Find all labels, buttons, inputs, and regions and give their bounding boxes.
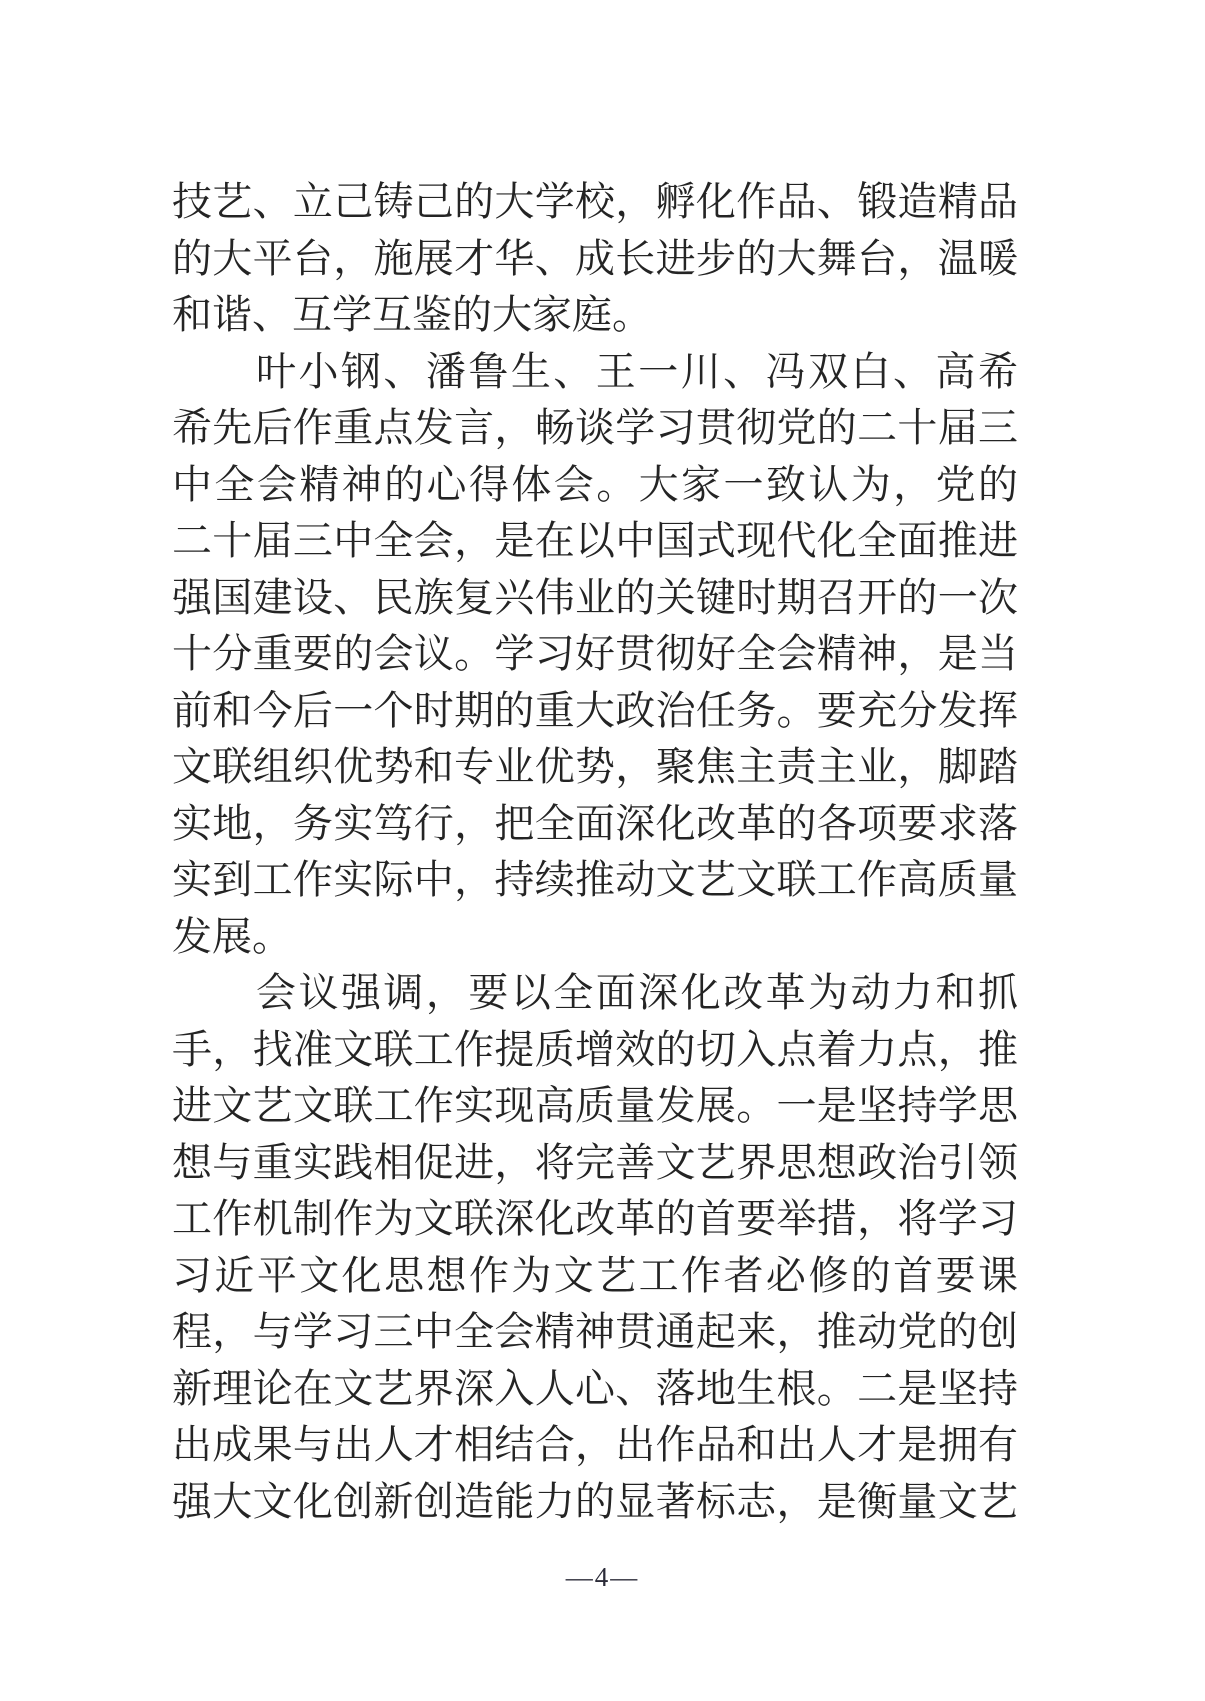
text-line: 发展。	[172, 913, 292, 959]
text-line: 手，找准文联工作提质增效的切入点着力点，推	[172, 1026, 1018, 1072]
text-line: 叶小钢、潘鲁生、王一川、冯双白、高希	[256, 348, 1018, 394]
text-line: 会议强调，要以全面深化改革为动力和抓	[256, 970, 1018, 1015]
text-line: 实到工作实际中，持续推动文艺文联工作高质量	[172, 857, 1018, 902]
text-line: 实地，务实笃行，把全面深化改革的各项要求落	[172, 800, 1018, 846]
text-line: 十分重要的会议。学习好贯彻好全会精神，是当	[172, 631, 1018, 676]
text-line: 希先后作重点发言，畅谈学习贯彻党的二十届三	[172, 405, 1018, 450]
text-line: 新理论在文艺界深入人心、落地生根。二是坚持	[172, 1365, 1018, 1411]
text-line: 出成果与出人才相结合，出作品和出人才是拥有	[172, 1422, 1018, 1467]
text-line: 和谐、互学互鉴的大家庭。	[172, 292, 652, 337]
text-line: 想与重实践相促进，将完善文艺界思想政治引领	[172, 1139, 1018, 1185]
text-line: 技艺、立己铸己的大学校，孵化作品、锻造精品	[172, 179, 1018, 224]
text-line: 前和今后一个时期的重大政治任务。要充分发挥	[172, 687, 1018, 733]
text-line: 进文艺文联工作实现高质量发展。一是坚持学思	[172, 1083, 1018, 1128]
text-line: 强大文化创新创造能力的显著标志，是衡量文艺	[172, 1478, 1018, 1524]
text-line: 工作机制作为文联深化改革的首要举措，将学习	[172, 1196, 1018, 1241]
text-line: 的大平台，施展才华、成长进步的大舞台，温暖	[172, 235, 1018, 281]
text-line: 习近平文化思想作为文艺工作者必修的首要课	[172, 1252, 1018, 1298]
text-line: 二十届三中全会，是在以中国式现代化全面推进	[172, 518, 1018, 563]
text-line: 强国建设、民族复兴伟业的关键时期召开的一次	[172, 574, 1018, 620]
page-footer	[0, 1562, 1205, 1593]
text-line: 程，与学习三中全会精神贯通起来，推动党的创	[172, 1309, 1018, 1354]
text-line: 文联组织优势和专业优势，聚焦主责主业，脚踏	[172, 744, 1018, 789]
page-number: —4—	[565, 1562, 640, 1592]
text-line: 中全会精神的心得体会。大家一致认为，党的	[172, 461, 1018, 507]
body-text	[172, 174, 1018, 1530]
